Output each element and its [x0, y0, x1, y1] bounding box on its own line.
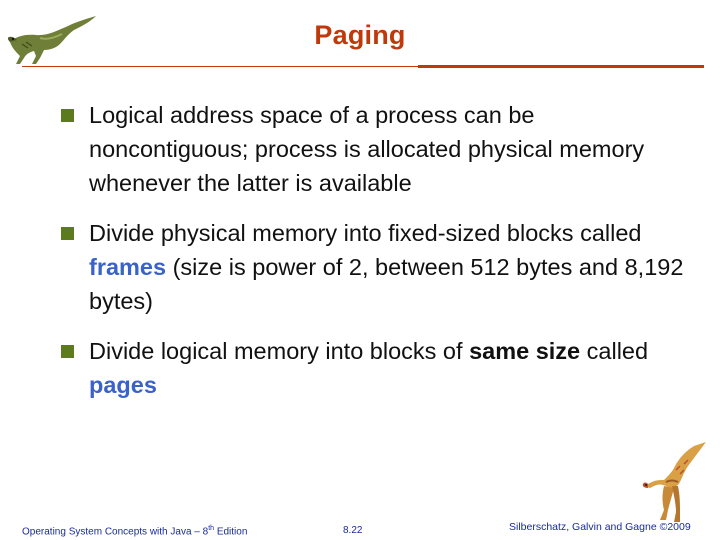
footer-book-title [22, 525, 247, 537]
bullet-list [60, 98, 700, 418]
footer-book-suffix: Edition [214, 526, 248, 538]
title-underline [22, 66, 418, 67]
bullet-square-icon [61, 345, 74, 358]
footer-copyright: Silberschatz, Galvin and Gagne ©2009 [509, 521, 691, 533]
bullet-square-icon [61, 109, 74, 122]
title-underline-bar [418, 65, 704, 68]
bullet-text-segment: pages [89, 372, 157, 398]
bullet-item [60, 334, 700, 402]
dinosaur-icon [636, 440, 710, 524]
bullet-text-segment: Divide logical memory into blocks of [89, 338, 470, 364]
bullet-text-segment: (size is power of 2, between 512 bytes and 8,192 bytes) [89, 254, 684, 314]
bullet-text-segment: frames [89, 254, 167, 280]
footer-book-sup: th [208, 525, 215, 532]
bullet-text-segment: called [580, 338, 649, 364]
bullet-text-segment: Logical address space of a process can be noncontiguous; process is allocated physical memory whenever the latter is available [89, 102, 645, 196]
footer-page-number: 8.22 [343, 525, 363, 536]
slide-title: Paging [314, 20, 406, 50]
footer-book-prefix: Operating System Concepts with Java – 8 [22, 526, 209, 538]
bullet-square-icon [61, 227, 74, 240]
bullet-text-segment: Divide physical memory into fixed-sized blocks called [89, 220, 642, 246]
bullet-item [60, 98, 700, 200]
bullet-item [60, 216, 700, 318]
bullet-text-segment: same size [469, 338, 581, 364]
